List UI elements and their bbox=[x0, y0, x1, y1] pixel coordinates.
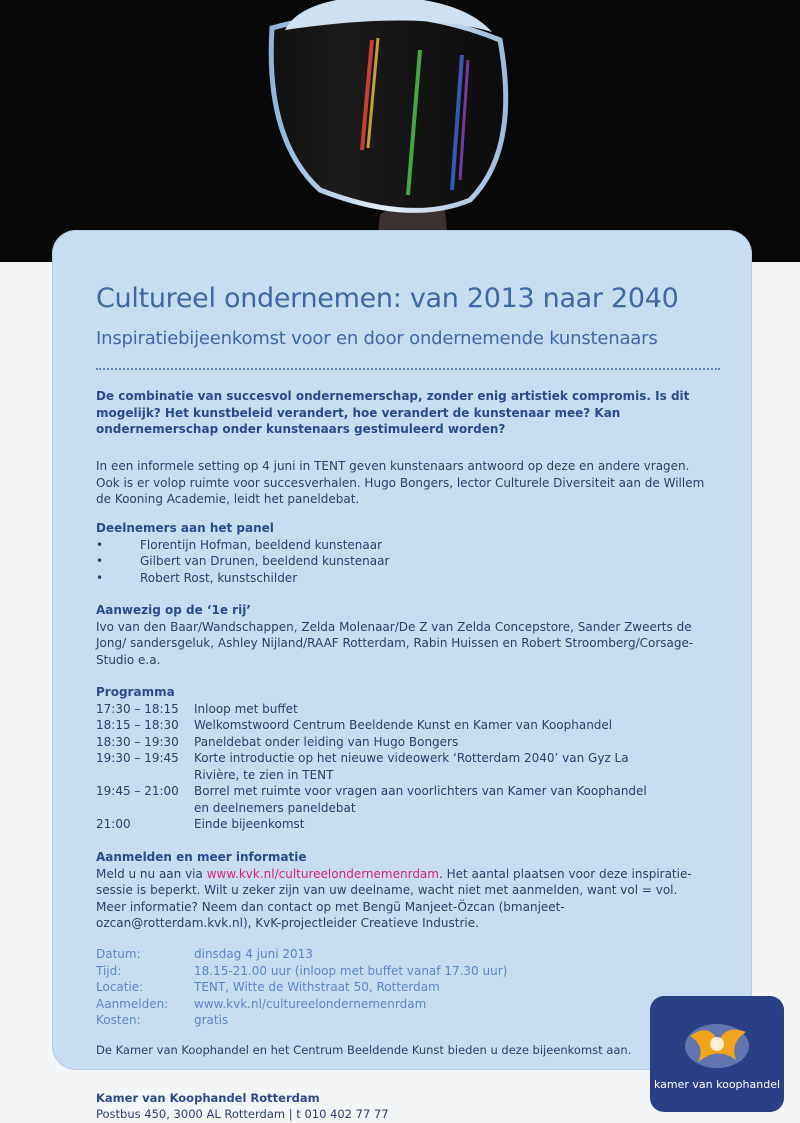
program-row: 17:30 – 18:15 Inloop met buffet bbox=[96, 701, 298, 716]
detail-row: Aanmelden: www.kvk.nl/cultureelondernemenrdam bbox=[96, 996, 427, 1011]
kvk-logo-text: kamer van koophandel bbox=[653, 1078, 781, 1091]
hero-photo bbox=[0, 0, 800, 262]
panel-heading: Deelnemers aan het panel bbox=[96, 521, 274, 535]
footer-note: De Kamer van Koophandel en het Centrum Beeldende Kunst bieden u deze bijeenkomst aan. bbox=[96, 1043, 632, 1057]
register-link[interactable]: www.kvk.nl/cultureelondernemenrdam bbox=[206, 866, 439, 881]
list-item: • Florentijn Hofman, beeldend kunstenaar bbox=[96, 537, 383, 552]
visor-illustration bbox=[0, 0, 800, 262]
list-item: • Robert Rost, kunstschilder bbox=[96, 570, 298, 585]
kvk-logo-icon bbox=[680, 1016, 754, 1074]
info-panel bbox=[52, 230, 752, 1070]
page-subtitle: Inspiratiebijeenkomst voor en door ondernemende kunstenaars bbox=[96, 328, 658, 349]
panel-section bbox=[96, 520, 716, 586]
list-item: • Gilbert van Drunen, beeldend kunstenaar bbox=[96, 554, 390, 568]
program-section bbox=[96, 684, 716, 833]
first-row-section bbox=[96, 602, 716, 668]
first-row-heading: Aanwezig op de ‘1e rij’ bbox=[96, 603, 251, 617]
program-row: 21:00 Einde bijeenkomst bbox=[96, 817, 305, 831]
program-row: 18:30 – 19:30 Paneldebat onder leiding van Hugo Bongers bbox=[96, 734, 459, 749]
kvk-logo bbox=[650, 996, 784, 1112]
bullet: • bbox=[96, 554, 104, 568]
panel-list bbox=[96, 537, 716, 587]
first-row-text: Ivo van den Baar/Wandschappen, Zelda Molenaar/De Z van Zelda Concepstore, Sander Zweerts de Jong/ sandersgeluk, Ashley Nijland/RAAF Rotterdam, Rabin Huissen en Robert Stroomberg/Corsage-Studio e.a. bbox=[96, 619, 694, 667]
visor-lens bbox=[271, 14, 506, 210]
detail-row: Kosten: gratis bbox=[96, 1013, 229, 1027]
register-text: Meld u nu aan via www.kvk.nl/cultureelondernemenrdam. Het aantal plaatsen voor deze inspiratie-sessie is beperkt. Wilt u zeker zijn van uw deelname, wacht niet met aanmelden, want vol = vol. bbox=[96, 866, 692, 897]
detail-row: Tijd: 18.15-21.00 uur (inloop met buffet vanaf 17.30 uur) bbox=[96, 963, 508, 978]
detail-link[interactable]: www.kvk.nl/cultureelondernemenrdam bbox=[194, 996, 427, 1011]
program-row: 19:45 – 21:00 Borrel met ruimte voor vragen aan voorlichters van Kamer van Koophandel en deelnemers paneldebat bbox=[96, 784, 647, 815]
page-title: Cultureel ondernemen: van 2013 naar 2040 bbox=[96, 283, 679, 314]
detail-row: Locatie: TENT, Witte de Withstraat 50, Rotterdam bbox=[96, 980, 440, 994]
organisation-name: Kamer van Koophandel Rotterdam bbox=[96, 1091, 320, 1105]
lead-paragraph: De combinatie van succesvol ondernemerschap, zonder enig artistiek compromis. Is dit mogelijk? Het kunstbeleid verandert, hoe verandert de kunstenaar mee? Kan ondernemerschap onder kunstenaars gestimuleerd worden? bbox=[96, 389, 690, 436]
program-row: 19:30 – 19:45 Korte introductie op het nieuwe videowerk ‘Rotterdam 2040’ van Gyz La Rivière, te zien in TENT bbox=[96, 751, 629, 782]
register-section bbox=[96, 849, 716, 932]
bullet: • bbox=[96, 537, 104, 552]
event-details bbox=[96, 946, 716, 1029]
detail-row: Datum: dinsdag 4 juni 2013 bbox=[96, 947, 313, 961]
address-line: Postbus 450, 3000 AL Rotterdam | t 010 402 77 77 bbox=[96, 1107, 389, 1121]
address-block bbox=[96, 1090, 389, 1122]
intro-paragraph: In een informele setting op 4 juni in TENT geven kunstenaars antwoord op deze en andere vragen. Ook is er volop ruimte voor succesverhalen. Hugo Bongers, lector Culturele Diversiteit aan de Willem de Kooning Academie, leidt het paneldebat. bbox=[96, 459, 705, 506]
dotted-divider bbox=[96, 368, 720, 370]
program-heading: Programma bbox=[96, 685, 175, 699]
bullet: • bbox=[96, 570, 104, 585]
register-heading: Aanmelden en meer informatie bbox=[96, 850, 307, 864]
program-row: 18:15 – 18:30 Welkomstwoord Centrum Beeldende Kunst en Kamer van Koophandel bbox=[96, 718, 613, 732]
contact-text: Meer informatie? Neem dan contact op met Bengü Manjeet-Özcan (bmanjeet-ozcan@rotterdam.kvk.nl), KvK-projectleider Creatieve Industrie. bbox=[96, 899, 565, 930]
